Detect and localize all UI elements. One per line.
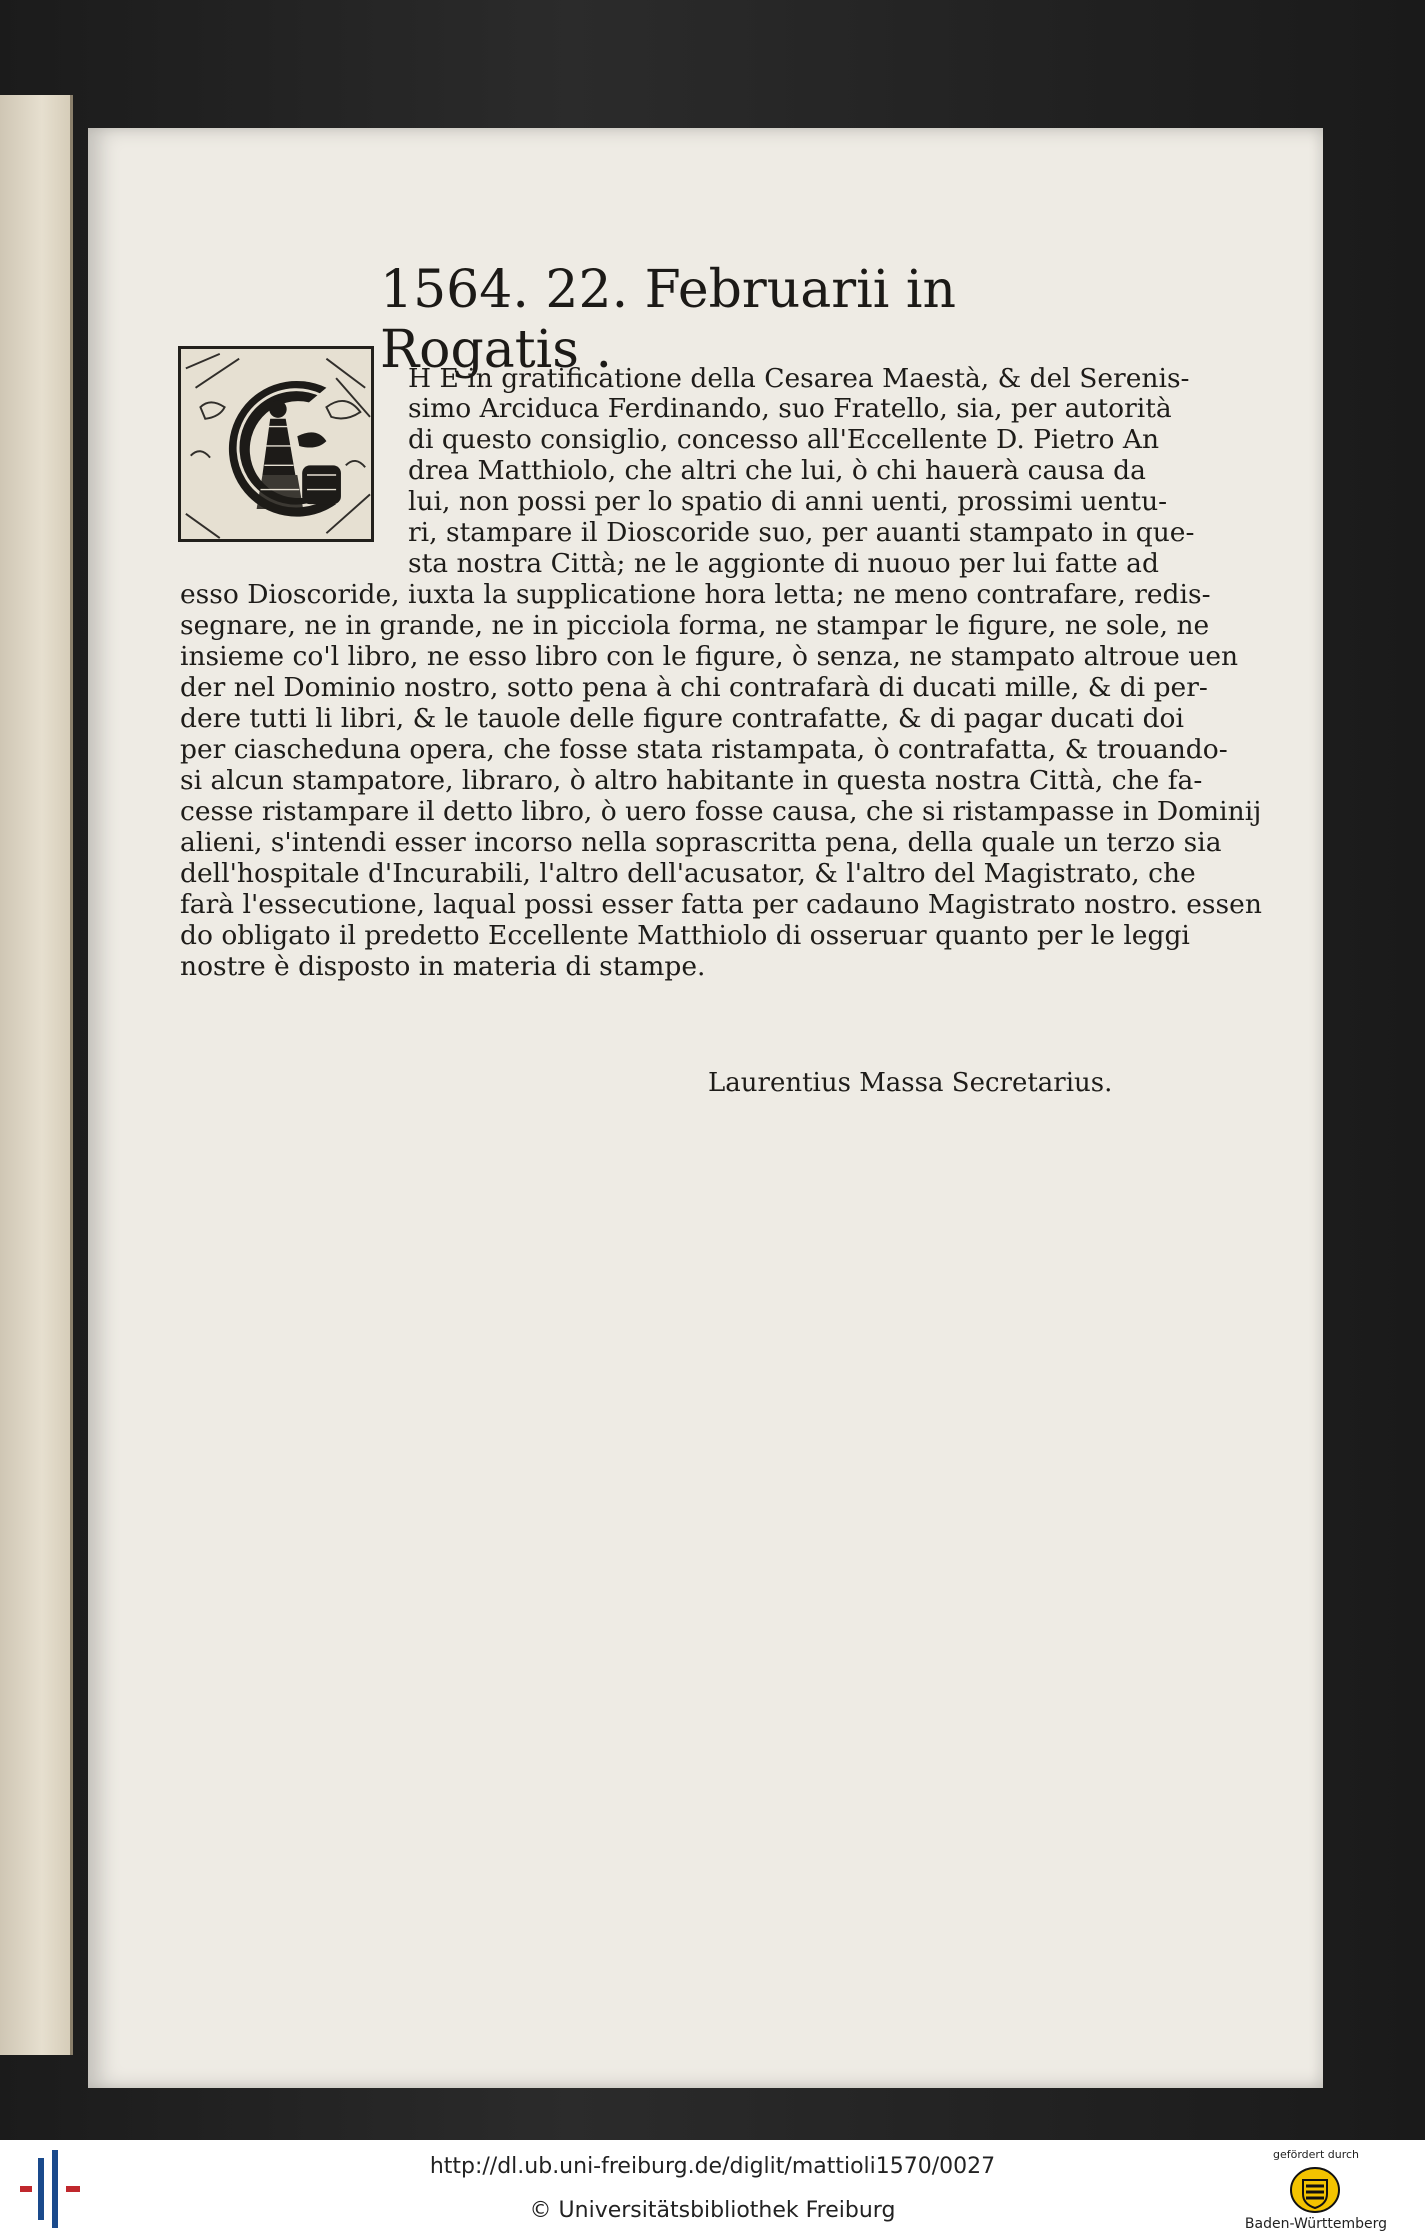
text-line: simo Arciduca Ferdinando, suo Fratello, sia, per autorità	[408, 393, 1172, 424]
text-line: der nel Dominio nostro, sotto pena à chi contrafarà di ducati mille, & di per-	[180, 672, 1208, 703]
text-line: alieni, s'intendi esser incorso nella soprascritta pena, della quale un terzo sia	[180, 827, 1222, 858]
book-page	[88, 128, 1323, 2088]
copyright-notice: © Universitätsbibliothek Freiburg	[529, 2198, 896, 2223]
text-line: ri, stampare il Dioscoride suo, per auanti stampato in que-	[408, 517, 1195, 548]
text-line: segnare, ne in grande, ne in picciola forma, ne stampar le figure, ne sole, ne	[180, 610, 1210, 641]
text-line: sta nostra Città; ne le aggionte di nuouo per lui fatte ad	[408, 548, 1159, 579]
text-line: farà l'essecutione, laqual possi esser fatta per cadauno Magistrato nostro. essen	[180, 889, 1262, 920]
permalink-url[interactable]: http://dl.ub.uni-freiburg.de/diglit/mattioli1570/0027	[429, 2154, 996, 2179]
viewer-footer	[0, 2140, 1425, 2239]
text-line: dell'hospitale d'Incurabili, l'altro dell'acusator, & l'altro del Magistrato, che	[180, 858, 1196, 889]
text-line: H E in gratificatione della Cesarea Maestà, & del Serenis-	[408, 363, 1190, 394]
text-line: dere tutti li libri, & le tauole delle figure contrafatte, & di pagar ducati doi	[180, 703, 1184, 734]
text-line: cesse ristampare il detto libro, ò uero fosse causa, che si ristampasse in Dominij	[180, 796, 1262, 827]
left-page-edge	[0, 95, 73, 2055]
sponsor-label: gefördert durch	[1272, 2148, 1360, 2161]
text-line: per ciascheduna opera, che fosse stata ristampata, ò contrafatta, & trouando-	[180, 734, 1228, 765]
text-line: lui, non possi per lo spatio di anni uenti, prossimi uentu-	[408, 486, 1168, 517]
text-line: esso Dioscoride, iuxta la supplicatione hora letta; ne meno contrafare, redis-	[180, 579, 1211, 610]
woodcut-illustration	[181, 349, 371, 539]
sponsor-name: Baden-Württemberg	[1244, 2216, 1388, 2232]
baden-wuerttemberg-crest-icon	[1289, 2166, 1341, 2214]
page-title: 1564. 22. Februarii in Rogatis .	[380, 260, 957, 380]
text-line: insieme co'l libro, ne esso libro con le figure, ò senza, ne stampato altroue uen	[180, 641, 1239, 672]
text-line-last: nostre è disposto in materia di stampe.	[180, 951, 706, 982]
decorated-initial-c	[178, 346, 374, 542]
text-line: do obligato il predetto Eccellente Matthiolo di osseruar quanto per le leggi	[180, 920, 1190, 951]
text-line: si alcun stampatore, libraro, ò altro habitante in questa nostra Città, che fa-	[180, 765, 1203, 796]
signature: Laurentius Massa Secretarius.	[708, 1068, 1113, 1098]
text-line: di questo consiglio, concesso all'Eccellente D. Pietro An	[408, 424, 1160, 455]
text-line: drea Matthiolo, che altri che lui, ò chi hauerà causa da	[408, 455, 1146, 486]
